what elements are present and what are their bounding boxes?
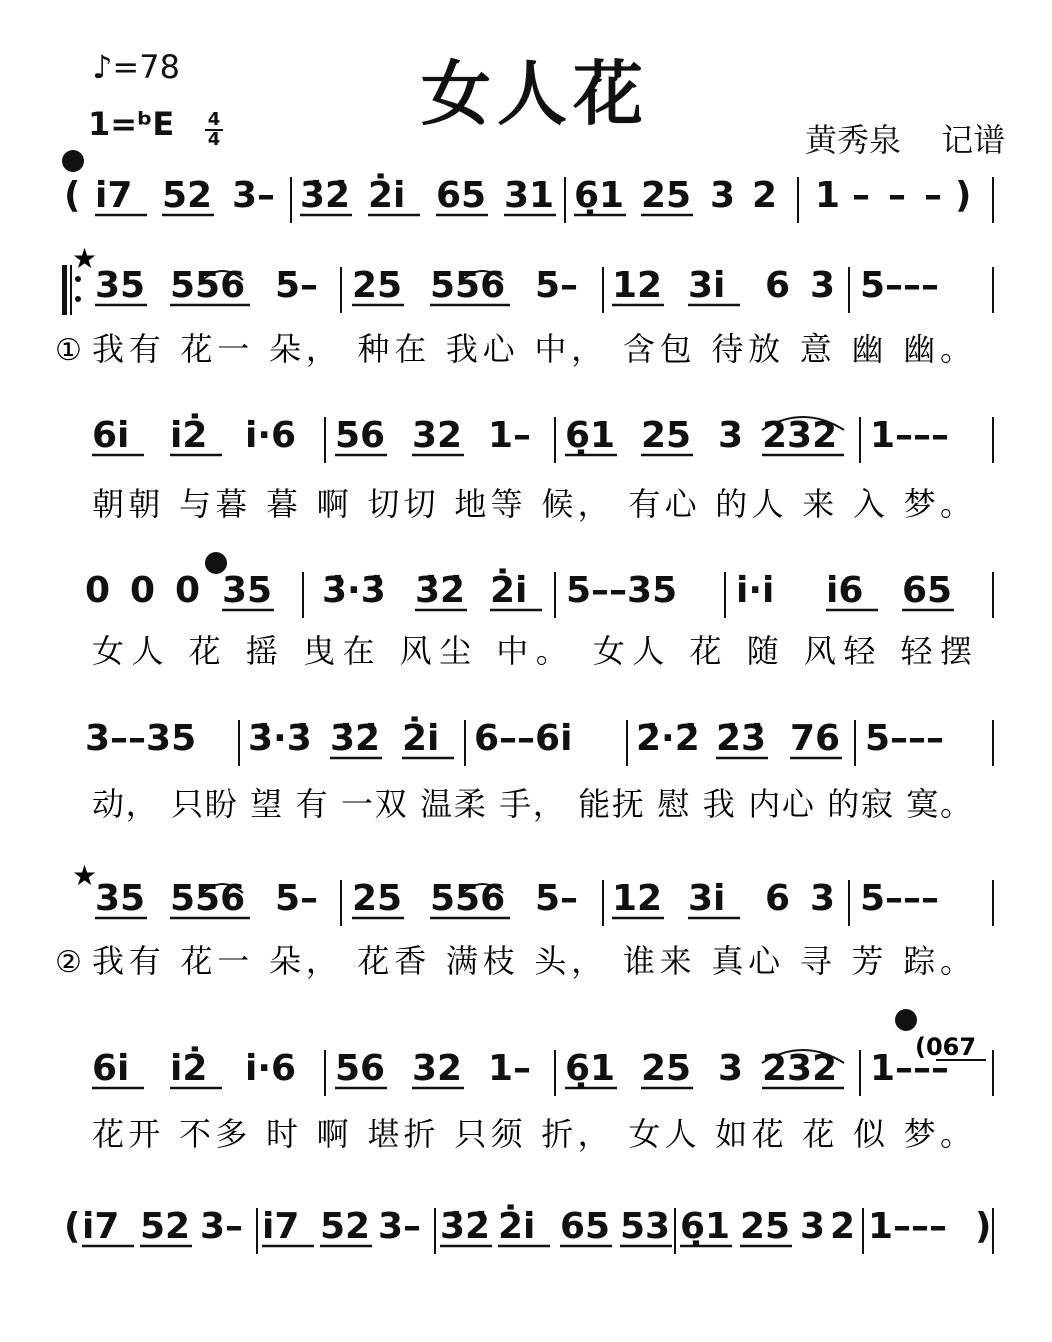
pickup-bracket: (067: [915, 1033, 977, 1061]
note-group: 32: [412, 1048, 463, 1089]
staff-row: [92, 412, 993, 523]
note-group: 25: [641, 175, 692, 216]
note-group: 1–: [488, 415, 532, 456]
staff-row: [64, 172, 993, 223]
note-group: 2: [752, 175, 778, 216]
note-group: i̇·i̇: [736, 570, 775, 611]
note-group: 3i̇: [688, 265, 726, 306]
note-group: 35: [95, 878, 146, 919]
note-group: 6––6i̇: [474, 718, 573, 759]
time-signature-top: 4: [207, 109, 221, 130]
note-group: 5–: [275, 265, 319, 306]
note-group: 3̇2̇: [440, 1206, 491, 1247]
note-group: 1–––: [870, 415, 950, 456]
note-group: 76: [790, 718, 841, 759]
note-group: 1–––: [870, 1048, 950, 1089]
coda-dot-end: [895, 1009, 917, 1031]
song-title: 女人花: [421, 52, 649, 135]
note-group: 32: [412, 415, 463, 456]
note-group: 1: [815, 175, 841, 216]
note-group: 52: [162, 175, 213, 216]
note-group: i̇7: [82, 1206, 120, 1247]
repeat-bar-thick: [62, 265, 67, 315]
note-group: 6̣1: [565, 415, 616, 456]
time-signature-bottom: 4: [207, 129, 221, 150]
note-group: 25: [352, 878, 403, 919]
note-group: 6̣1: [574, 175, 625, 216]
staff-row: [92, 1045, 993, 1153]
staff-row: [85, 567, 993, 670]
note-group: 0: [85, 570, 111, 611]
note-group: 556: [430, 265, 506, 306]
note-group: 3̇2̇: [300, 175, 351, 216]
note-group: –: [852, 175, 870, 216]
note-group: i̇·6: [245, 415, 297, 456]
note-group: 25: [352, 265, 403, 306]
verse-number: ②: [55, 945, 82, 980]
note-group: 6̣1: [680, 1206, 731, 1247]
lyric-line: 女人 花 摇 曳在 风尘 中。 女人 花 随 风轻 轻摆: [92, 632, 972, 670]
note-group: (: [64, 175, 81, 216]
note-group: 12: [612, 878, 663, 919]
note-group: 3̇2̇: [330, 718, 381, 759]
note-group: 1–––: [868, 1206, 948, 1247]
note-group: i̇·6: [245, 1048, 297, 1089]
note-group: 6̣1: [565, 1048, 616, 1089]
note-group: 65: [902, 570, 953, 611]
note-group: i̇7: [95, 175, 133, 216]
lyric-line: 我有 花一 朵， 种在 我心 中， 含包 待放 意 幽 幽。: [92, 330, 972, 368]
note-group: 56: [335, 415, 386, 456]
note-group: 3̇·3̇: [322, 570, 386, 611]
note-group: 53: [620, 1206, 671, 1247]
note-group: 65: [436, 175, 487, 216]
note-group: 52: [140, 1206, 191, 1247]
note-group: 2̇3̇: [716, 718, 767, 759]
note-group: 3: [800, 1206, 826, 1247]
note-group: ): [975, 1206, 992, 1247]
note-group: i̇6: [826, 570, 864, 611]
note-group: 3–: [232, 175, 276, 216]
note-group: (: [64, 1206, 81, 1247]
note-group: 6i̇: [92, 415, 130, 456]
note-group: 3: [718, 1048, 744, 1089]
note-group: 1–: [488, 1048, 532, 1089]
note-group: –: [924, 175, 942, 216]
note-group: 31: [504, 175, 555, 216]
note-group: 5–: [535, 265, 579, 306]
repeat-dot: [75, 276, 81, 282]
lyric-line: 花开 不多 时 啊 堪折 只须 折， 女人 如花 花 似 梦。: [92, 1115, 972, 1153]
repeat-dot: [75, 296, 81, 302]
note-group: 35: [222, 570, 273, 611]
note-group: 0: [175, 570, 201, 611]
lyric-line: 朝朝 与暮 暮 啊 切切 地等 候， 有心 的人 来 入 梦。: [92, 485, 972, 523]
note-group: 65: [560, 1206, 611, 1247]
note-group: 3: [718, 415, 744, 456]
note-group: 3i̇: [688, 878, 726, 919]
note-group: 5–: [535, 878, 579, 919]
coda-dot-top: [62, 150, 84, 172]
note-group: 5––35: [566, 570, 678, 611]
note-group: 5–––: [860, 265, 940, 306]
lyric-line: 我有 花一 朵， 花香 满枝 头， 谁来 真心 寻 芳 踪。: [92, 942, 972, 980]
key-signature: 1=ᵇE: [88, 105, 175, 143]
verse-number: ①: [55, 333, 82, 368]
note-group: 56: [335, 1048, 386, 1089]
note-group: 3̇2̇: [415, 570, 466, 611]
staff-row: [55, 265, 993, 368]
note-group: 5–: [275, 878, 319, 919]
note-group: 3–: [200, 1206, 244, 1247]
staff-row: [55, 878, 993, 980]
note-group: –: [888, 175, 906, 216]
lyric-line: 动， 只盼 望 有 一双 温柔 手， 能抚 慰 我 内心 的寂 寞。: [92, 785, 972, 823]
note-group: 35: [95, 265, 146, 306]
note-group: 2: [830, 1206, 856, 1247]
note-group: 556: [170, 265, 246, 306]
note-group: 2̇i̇: [498, 1206, 536, 1247]
note-group: 232: [762, 1048, 838, 1089]
note-group: i̇2̇: [170, 1048, 208, 1089]
note-group: 25: [641, 1048, 692, 1089]
note-group: i̇2̇: [170, 415, 208, 456]
note-group: 3: [710, 175, 736, 216]
note-group: 25: [641, 415, 692, 456]
note-group: 0: [130, 570, 156, 611]
coda-dot-chorus: [205, 552, 227, 574]
staff-row: [64, 1203, 993, 1254]
note-group: 232: [762, 415, 838, 456]
tempo-marking: ♪=78: [92, 48, 180, 86]
staff-row: [85, 715, 993, 823]
segno-star-2: ★: [72, 859, 98, 892]
segno-star-1: ★: [72, 242, 98, 275]
note-group: 12: [612, 265, 663, 306]
note-group: 3: [810, 878, 836, 919]
note-group: 6: [765, 878, 791, 919]
note-group: 5–––: [865, 718, 945, 759]
arranger-role: 记谱: [941, 121, 1006, 159]
note-group: 6i̇: [92, 1048, 130, 1089]
note-group: 556: [430, 878, 506, 919]
note-group: 3––35: [85, 718, 197, 759]
note-group: 2̇i̇: [368, 175, 406, 216]
note-group: 6: [765, 265, 791, 306]
note-group: 25: [740, 1206, 791, 1247]
note-group: 3: [810, 265, 836, 306]
note-group: 52: [320, 1206, 371, 1247]
note-group: 3–: [378, 1206, 422, 1247]
arranger-name: 黄秀泉: [805, 121, 902, 159]
note-group: 2̇·2̇: [636, 718, 700, 759]
note-group: 2̇i̇: [402, 718, 440, 759]
note-group: 5–––: [860, 878, 940, 919]
note-group: 556: [170, 878, 246, 919]
note-group: 2̇i̇: [490, 570, 528, 611]
note-group: i̇7: [262, 1206, 300, 1247]
note-group: ): [955, 175, 972, 216]
note-group: 3̇·3̇: [248, 718, 312, 759]
